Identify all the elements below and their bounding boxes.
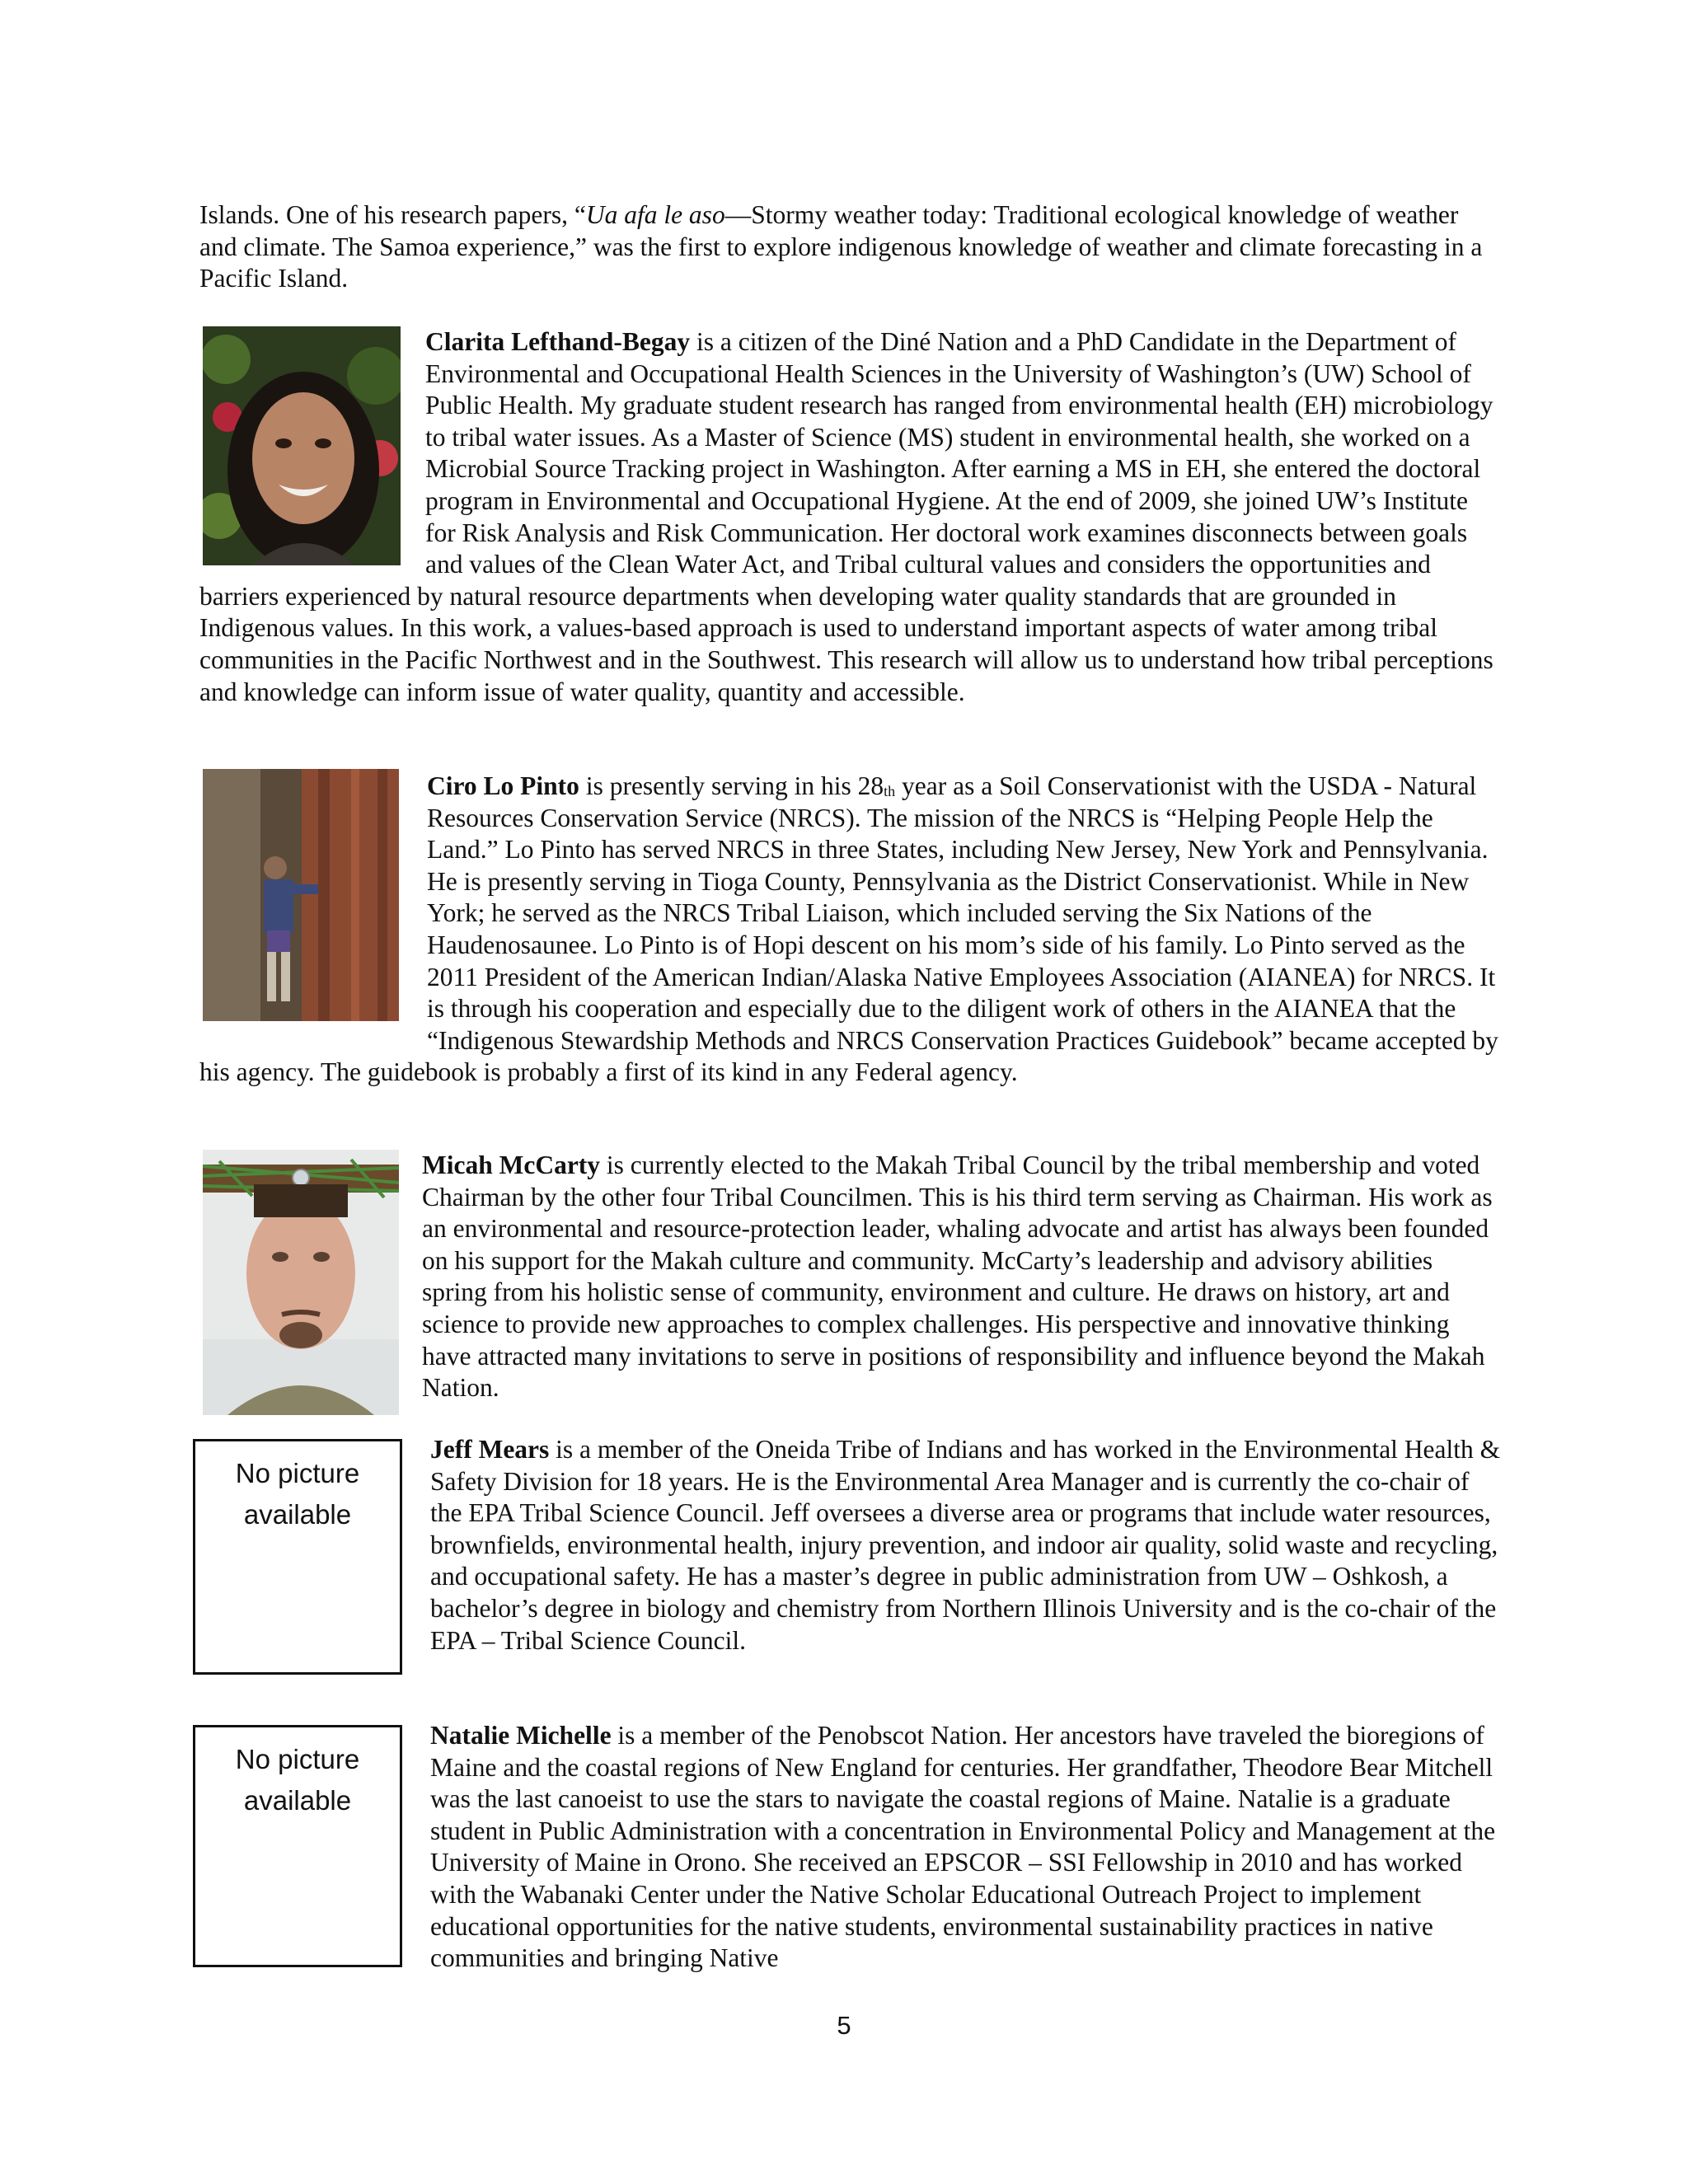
intro-text-start: Islands. One of his research papers, “ [199,200,586,229]
bio-micah-mccarty [199,1150,1502,1420]
intro-paragraph [199,199,1493,295]
no-picture-label: No picture available [235,1744,360,1816]
bio-name: Micah McCarty [422,1151,601,1179]
ordinal-suffix: th [884,783,896,799]
bio-clarita-lefthand-begay [199,326,1502,708]
bio-name: Ciro Lo Pinto [427,771,579,800]
bio-text: is a member of the Oneida Tribe of Indians and has worked in the Environmental Health & Safety Division for 18 years. He is the Environmental Area Manager and is currently the co-chair of the EPA Tribal Science Council. Jeff oversees a diverse area or programs that include water resources, brownfields, environmental health, injury prevention, and indoor air quality, solid waste and recycling, and occupational safety. He has a master’s degree in public administration from UW – Oshkosh, a bachelor’s degree in biology and chemistry from Northern Illinois University and is the co-chair of the EPA – Tribal Science Council. [430,1435,1501,1655]
no-picture-label: No picture available [235,1458,360,1530]
bio-jeff-mears [199,1434,1502,1683]
intro-text-end: —Stormy weather today: Traditional ecological knowledge of weather and climate. The Samoa experience,” was the first to explore indigenous knowledge of weather and climate forecasting in a Pacific Island. [199,200,1483,293]
no-picture-placeholder [193,1725,402,1967]
bio-text: is a member of the Penobscot Nation. Her ancestors have traveled the bioregions of Maine and the coastal regions of New England for centuries. Her grandfather, Theodore Bear Mitchell was the last canoeist to use the stars to navigate the coastal regions of Maine. Natalie is a graduate student in Public Administration with a concentration in Environmental Policy and Management at the University of Maine in Orono. She received an EPSCOR – SSI Fellowship in 2010 and has worked with the Wabanaki Center under the Native Scholar Educational Outreach Project to implement educational opportunities for the native students, environmental sustainability practices in native communities and bringing Native [430,1721,1496,1973]
page-number: 5 [837,2011,851,2040]
bio-text: is currently elected to the Makah Tribal Council by the tribal membership and voted Chairman by the other four Tribal Councilmen. This is his third term serving as Chairman. His work as an environmental and resource-protection leader, whaling advocate and artist has always been founded on his support for the Makah culture and community. McCarty’s leadership and advisory abilities spring from his holistic sense of community, environment and culture. He draws on history, art and science to provide new approaches to complex challenges. His perspective and innovative thinking have attracted many invitations to serve in positions of responsibility and influence beyond the Makah Nation. [422,1151,1493,1403]
portrait-micah-mccarty [203,1150,399,1415]
bio-text-part-a: is presently serving in his 28 [579,771,884,800]
bio-name: Natalie Michelle [430,1721,612,1750]
bio-ciro-lo-pinto [199,771,1502,1089]
bio-name: Clarita Lefthand-Begay [425,327,691,356]
bio-text-part-b: year as a Soil Conservationist with the USDA - Natural Resources Conservation Service (NRCS). The mission of the NRCS is “Helping People Help the Land.” Lo Pinto has served NRCS in three States, including New Jersey, New York and Pennsylvania. He is presently serving in Tioga County, Pennsylvania as the District Conservationist. While in New York; he served as the NRCS Tribal Liaison, which included serving the Six Nations of the Haudenosaunee. Lo Pinto is of Hopi descent on his mom’s side of his family. Lo Pinto served as the 2011 President of the American Indian/Alaska Native Employees Association (AIANEA) for NRCS. It is through his cooperation and especially due to the diligent work of others in the AIANEA that the “Indigenous Stewardship Methods and NRCS Conservation Practices Guidebook” became accepted by his agency. The guidebook is probably a first of its kind in any Federal agency. [199,771,1498,1087]
bio-natalie-michelle [199,1720,1502,1975]
bio-name: Jeff Mears [430,1435,550,1464]
paper-title-italic: Ua afa le aso [585,200,725,229]
no-picture-placeholder [193,1439,402,1675]
bio-text: is a citizen of the Diné Nation and a PhD Candidate in the Department of Environmental and Occupational Health Sciences in the University of Washington’s (UW) School of Public Health. My graduate student research has ranged from environmental health (EH) microbiology to tribal water issues. As a Master of Science (MS) student in environmental health, she worked on a Microbial Source Tracking project in Washington. After earning a MS in EH, she entered the doctoral program in Environmental and Occupational Hygiene. At the end of 2009, she joined UW’s Institute for Risk Analysis and Risk Communication. Her doctoral work examines disconnects between goals and values of the Clean Water Act, and Tribal cultural values and considers the opportunities and barriers experienced by natural resource departments when developing water quality standards that are grounded in Indigenous values. In this work, a values-based approach is used to understand important aspects of water among tribal communities in the Pacific Northwest and in the Southwest. This research will allow us to understand how tribal perceptions and knowledge can inform issue of water quality, quantity and accessible. [199,327,1493,706]
portrait-clarita-lefthand-begay [203,326,401,565]
portrait-ciro-lo-pinto [203,769,399,1021]
